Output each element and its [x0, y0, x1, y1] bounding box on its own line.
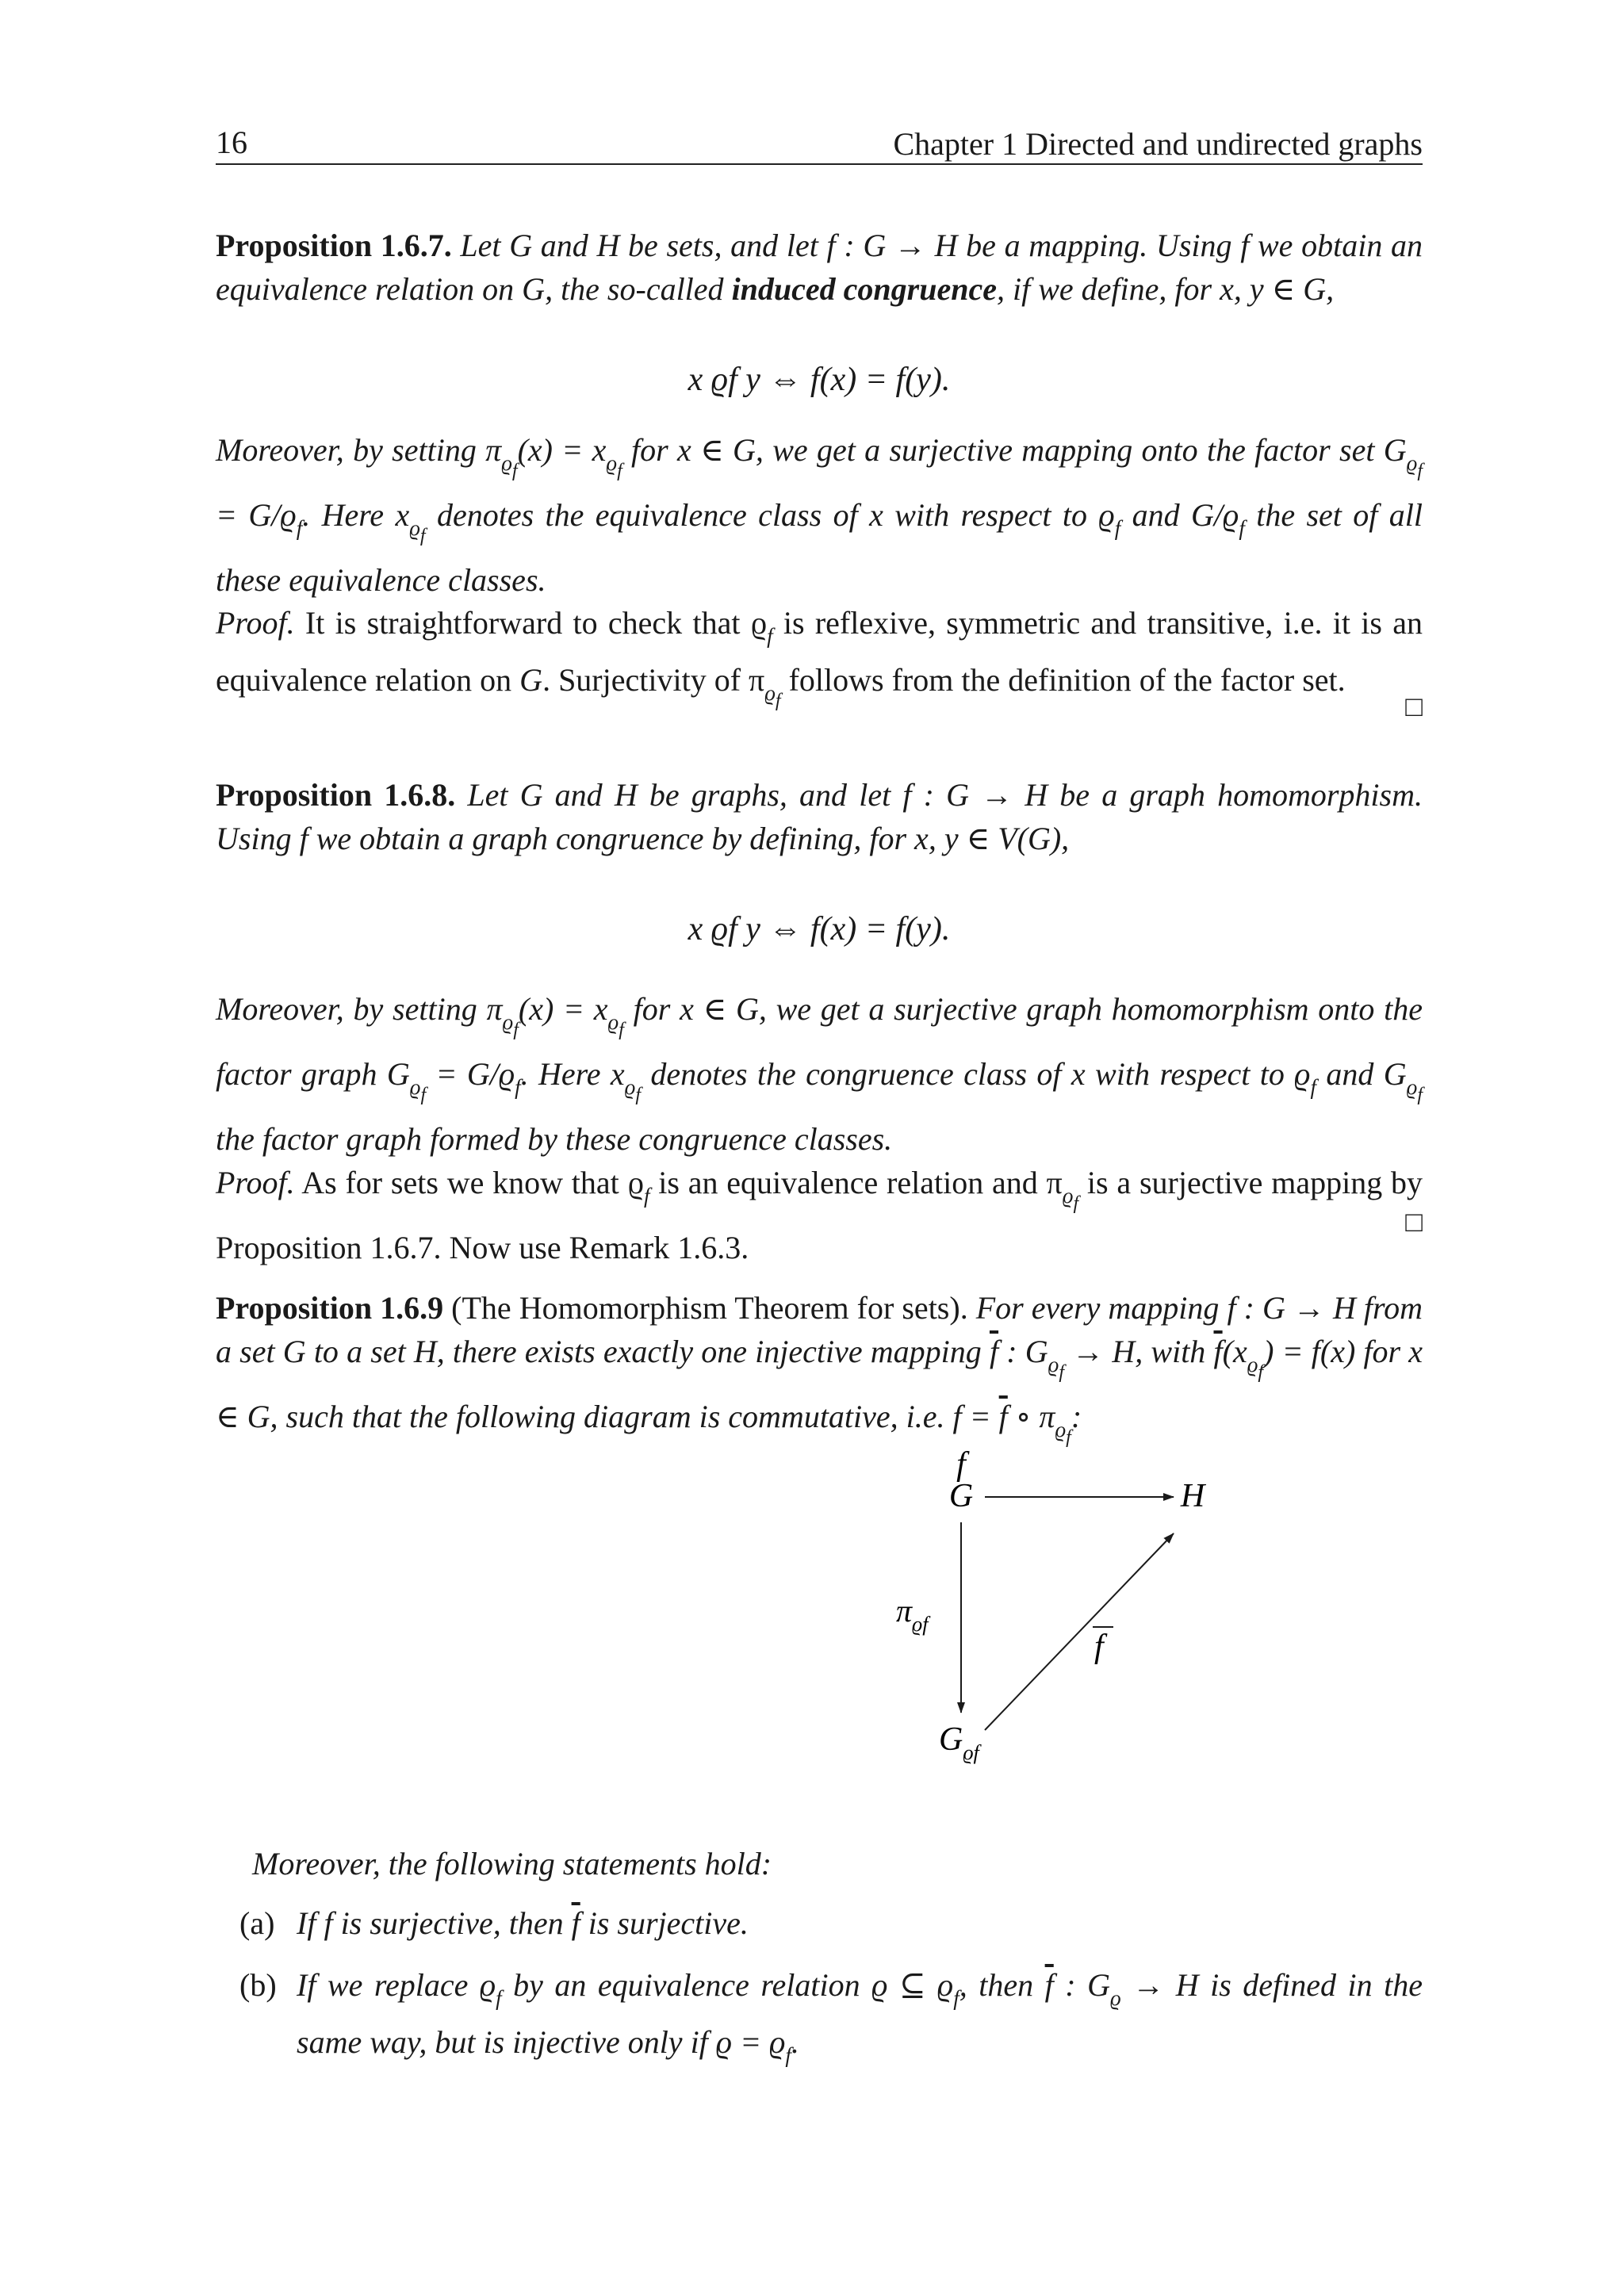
- diagram-label-diagonal: f: [1094, 1629, 1104, 1665]
- prop-1-6-7-display-equation: [216, 361, 1423, 399]
- qed-symbol: □: [1405, 1206, 1423, 1238]
- qed-symbol: □: [1405, 691, 1423, 722]
- prop-1-6-7-proof: Proof. It is straightforward to check that $ϱ_f$ is reflexive, symmetric and transitive, i.e. it is an equivalence relation on G. Surjectivity of $\pi_{ϱf}$ follows from the definition of the factor set.: [216, 605, 1423, 711]
- list-item-b: (b) If we replace $ϱ_f$ by an equivalence relation ϱ ⊆ $ϱ_f$, then $\overline{f}$ : $G_ϱ \to H$ is defined in the same way, but is injective only if $ϱ = ϱ_f$.: [239, 1963, 1423, 2077]
- prop-1-6-8-statement: Proposition 1.6.8. Let G and H be graphs, and let f : G → H be a graph homomorphism. Using f we obtain a graph congruence by defining, for x, y ∈ V(G),: [216, 777, 1423, 856]
- commutative-diagram: [644, 1443, 1278, 1776]
- prop-1-6-9-label: Proposition 1.6.9: [216, 1290, 444, 1326]
- prop-1-6-7-statement: Proposition 1.6.7. Let G and H be sets, and let f : G → H be a mapping. Using f we obtain an equivalence relation on G, the so-called induced congruence, if we define, for x, y ∈ G,: [216, 228, 1423, 307]
- diagram-label-left: $\pi_{ϱf}$: [896, 1593, 929, 1636]
- proof-label: Proof.: [216, 605, 295, 641]
- prop-1-6-8-label: Proposition 1.6.8.: [216, 777, 456, 813]
- item-label: (a): [239, 1905, 275, 1941]
- arrow-diagonal: [985, 1533, 1174, 1730]
- prop-1-6-8-display-equation: [216, 910, 1423, 948]
- diagram-node-h: H: [1180, 1478, 1205, 1514]
- list-item-a: (a) If f is surjective, then $\overline{f}$ is surjective.: [239, 1901, 1423, 1945]
- prop-1-6-8-continuation: Moreover, by setting $\pi_{ϱf}(x) = x_{ϱf}$ for x ∈ G, we get a surjective graph homomorphism onto the factor graph $G_{ϱf} = G/ϱ_f$. Here $x_{ϱf}$ denotes the congruence class of x with respect to $ϱ_f$ and $G_{ϱf}$ the factor graph formed by these congruence classes.: [216, 991, 1423, 1157]
- diagram-node-bottom: $G_{ϱf}$: [939, 1721, 979, 1764]
- moreover-line: Moreover, the following statements hold:: [252, 1846, 772, 1881]
- diagram-label-top: f: [956, 1446, 966, 1483]
- page-number: 16: [216, 124, 247, 160]
- running-title: Chapter 1 Directed and undirected graphs: [893, 126, 1423, 162]
- prop-1-6-9-title: (The Homomorphism Theorem for sets).: [451, 1290, 968, 1326]
- prop-1-6-7-continuation: Moreover, by setting $\pi_{ϱf}(x) = x_{ϱf}$ for x ∈ G, we get a surjective mapping onto the factor set $G_{ϱf} = G/ϱ_f$. Here $x_{ϱf}$ denotes the equivalence class of x with respect to $ϱ_f$ and $G/ϱ_f$ the set of all these equivalence classes.: [216, 432, 1423, 598]
- diagram-node-g: G: [948, 1478, 974, 1514]
- prop-1-6-7-label: Proposition 1.6.7.: [216, 228, 452, 263]
- item-label: (b): [239, 1967, 277, 2003]
- proof-label: Proof.: [216, 1165, 295, 1200]
- equation-text: x ϱf y ⇔ f(x) = f(y).: [688, 362, 951, 398]
- prop-1-6-8-proof: Proof. As for sets we know that $ϱ_f$ is an equivalence relation and $\pi_{ϱf}$ is a surjective mapping by Proposition 1.6.7. Now use Remark 1.6.3.: [216, 1165, 1423, 1265]
- equation-text: x ϱf y ⇔ f(x) = f(y).: [688, 911, 951, 947]
- prop-1-6-9-statement: Proposition 1.6.9 (The Homomorphism Theorem for sets). For every mapping f : G → H from a set G to a set H, there exists exactly one injective mapping $\overline{f}$ : $G_{ϱf} \to H$, with $\overline{f}(x_{ϱf}) = f(x)$ for x ∈ G, such that the following diagram is commutative, i.e. $f = \overline{f}$ ∘ $\pi_{ϱf}$:: [216, 1290, 1423, 1448]
- running-header: [216, 119, 1423, 165]
